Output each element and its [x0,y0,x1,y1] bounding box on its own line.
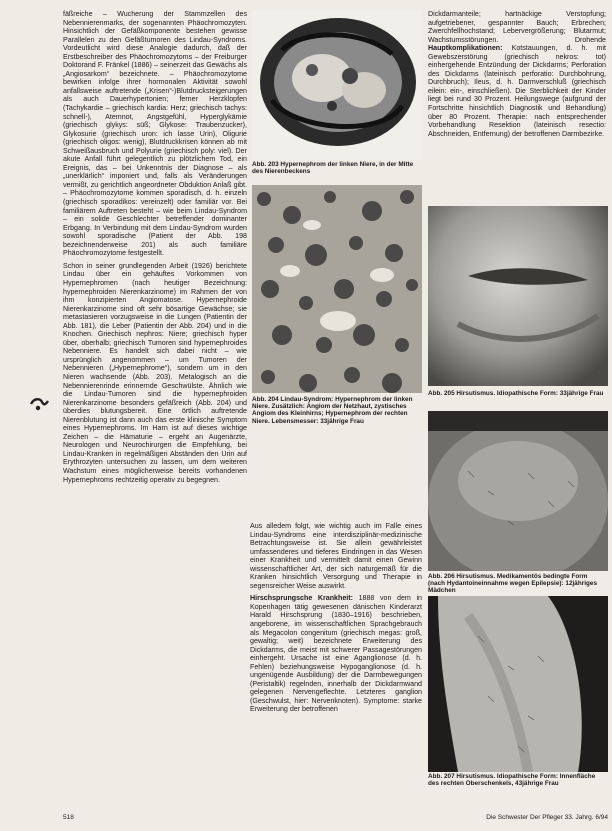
histology-photo [252,185,422,393]
face-photo [428,206,608,386]
chest-photo [428,411,608,571]
caption-abb-205: Abb. 205 Hirsutismus. Idiopathische Form: 33jährige Frau [428,390,604,397]
thigh-photo [428,596,608,772]
column-1 [63,10,247,484]
col3-lead: Dickdarmanteile; hartnäckige Verstopfung; aufgetriebener, gespannter Bauch; Erbrechen; Zwerchfellhochstand; Lebervergrößerung; Blutarmut; Wachstumsstörungen. Drohende [428,10,606,44]
col1-paragraph-2: Schon in seiner grundlegenden Arbeit (1926) berichtete Lindau über ein gehäuftes Vorkommen von Hypernephromen (nach heutiger Bezeichnung: hypernephroiden Nierenkarzinome) im Rahmen der von ihm konzipierten Angiomatose. Hypernephroide Nierenkarzinome sind oft sehr bösartige Gewächse; sie metastasieren vorzugsweise in die Lungen (Patientin der Abb. 181), die Leber (Patientin der Abb. 204) und in die Knochen. Griechisch nephros: Niere; griechisch hyper über, oberhalb; griechisch Tumoren sind hypernephroides Nebenniere. Es handelt sich dabei nicht – wie ursprünglich angenommen – um Tumoren der Nebennieren („Hypernephrome“), sondern um in den Nieren wachsende (Abb. 203). Metalogisch an die Nebennierenrinde erinnernde Geschwülste. Ähnlich wie die Lindau-Tumoren sind die hypernephroiden Nierenkarzinome besonders gefäßreich (Abb. 204) und überdies blutungsbereit. Eine örtlich auftretende Nierenblutung ist dann auch das erste klinische Symptom eines Hypernephroms. Im Harn ist auf dieses wichtige Zeichen – die Hämaturie – ergeht an Augenärzte, Neurologen und Neurochirurgen die Empfehlung, bei Lindau-Kranken in regelmäßigen Abständen den Urin auf Erythrozyten untersuchen zu lassen, um dem weiteren Wachstum eines möglicherweise bereits vorhandenen Hypernephroms rechtzeitig operativ zu begegnen. [63,261,247,484]
heading-hirschsprung: Hirschsprungsche Krankheit: [250,594,353,603]
col3-paragraph [428,10,606,138]
ink-mark [28,392,50,414]
kidney-photo [252,10,422,160]
col2-paragraph-2 [250,594,422,714]
caption-abb-206: Abb. 206 Hirsutismus. Medikamentös bedingte Form (nach Hydantoineinnahme wegen Epilepsie): 12jähriges Mädchen [428,573,598,595]
caption-abb-203: Abb. 203 Hypernephrom der linken Niere, in der Mitte des Nierenbeckens [252,161,414,176]
column-2 [250,522,422,714]
caption-abb-207: Abb. 207 Hirsutismus. Idiopathische Form: Innenfläche des rechten Oberschenkels, 43jährige Frau [428,773,596,788]
col3-rest: Kotstauungen, d. h. mit Gewebszerstörung (griechisch nekros: tot) einhergehende Entzündung der Dickdarms; Perforation des Dickdarms (lateinisch perforatio: Durchbohrung, Durchbruch); Ileus, d. h. Darmverschluß (griechisch eilein: ein-, einschließen). Die Sterblichkeit der Kinder liegt bei rund 30 Prozent. Heilungswege (aufgrund der Fortschritte hinsichtlich Diagnostik und Behandlung) über 80 Prozent. Therapie: nach entsprechender Vorbehandlung Resektion (lateinisch resectio: Abschneiden, Entfernung) der betroffenen Darmbezirke. [428,44,606,138]
col2-paragraph-2-text: 1888 von dem in Kopenhagen tätig gewesenen dänischen Kinderarzt Harald Hirschsprung (1830–1916) beschrieben, angeborene, im wissenschaftlichen Sprachgebrauch als Megacolon congenitum (griechisch megas: groß, gewaltig; weit) bezeichnete Erweiterung des Dickdarms, die meist mit schwerer Passagestörungen einhergeht. Ursache ist eine Aganglionose (d. h. Fehlen) beziehungsweise Hypoganglionose (d. h. ungenügende Ausbildung) der die Darmbewegungen (Peristaltik) regelnden, innerhalb der Dickdarmwand gelegenen Nervengeflechte. Letzteres ganglion (Geschwulst, hier: Nervenknoten). Symptome: starke Erweiterung der betroffenen [250,594,422,714]
col1-paragraph-1: fäßreiche – Wucherung der Stammzellen des Nebennierenmarks, der sogenannten Phäochromozyten. Hinsichtlich der Gefäßkomponente bestehen gewisse Parallelen zu den Gefäßtumoren des Lindau-Syndroms. Vordeutlicht wird diese Analogie dadurch, daß der Erstbeschreiber des Phäochromozytoms – der Freiburger Doktorand F. Fränkel (1886) – seinerzeit das Gewächs als „Angiosarkom“ bezeichnete. – Phäochromozytome bewirken infolge ihrer hormonalen Aktivität sowohl anfallsweise auftretende („Krisen“-)Blutdrucksteigerungen als auch Dauerhypertonien; ferner Herzklopfen (Tachykardie – griechisch kardia: Herz; griechisch tachys: schnell-), Atemnot, Angstgefühl, Hyperglykämie (griechisch glykys: süß; Glykose: Traubenzucker), Glykosurie (griechisch uron: ich lasse Urin), Oligurie (griechisch oligos: wenig), Blutdruckkrisen können ab mit Schweißausbruch und Polyurie (griechisch poly: viel). Der akute Anfall führt gelegentlich zu plötzlichem Tod, ein Ereignis, das – bei Unkenntnis der Diagnose – als „unerklärlich“ imponiert und, falls als Veränderungen vermißt, zu gerichtlich angeordneter Obduktion Anlaß gibt. – Phäochromozytome kommen sporadisch, d. h. einzeln (griechisch sporadikos: vereinzelt) oder familiär vor. Bei familiärem Auftreten besteht – wie beim Lindau-Syndrom – ein solide Geschlechter betreffender dominanter Erbgang. In Verbindung mit dem Lindau-Syndrom wurden sowohl sporadische (Patient der Abb. 198 bezeichnenderweise 201) als auch familiäre Phäochromozytome festgestellt. [63,10,247,258]
page-number: 518 [63,814,74,821]
col2-paragraph-1: Aus alledem folgt, wie wichtig auch im Falle eines Lindau-Syndroms eine interdisziplinär-medizinische Betrachtungsweise ist. Sie allein gewährleistet umfassenderes und tieferes Eindringen in das Wesen einer Krankheit und vermittelt damit einen Gewinn wissenschaftlicher Art, der sich naturgemäß für die Kranken hinsichtlich Versorgung und Therapie in segensreicher Weise auswirkt. [250,522,422,590]
journal-footer: Die Schwester Der Pfleger 33. Jahrg. 6/94 [486,814,608,821]
heading-hauptkomplikationen: Hauptkomplikationen: [428,44,503,53]
caption-abb-204: Abb. 204 Lindau-Syndrom: Hypernephrom der linken Niere. Zusätzlich: Angiom der Netzhaut, zystisches Angiom des Kleinhirns; Hypernephrom der rechten Niere. Lebensmesser: 33jährige Frau [252,396,413,425]
column-3 [428,10,606,138]
